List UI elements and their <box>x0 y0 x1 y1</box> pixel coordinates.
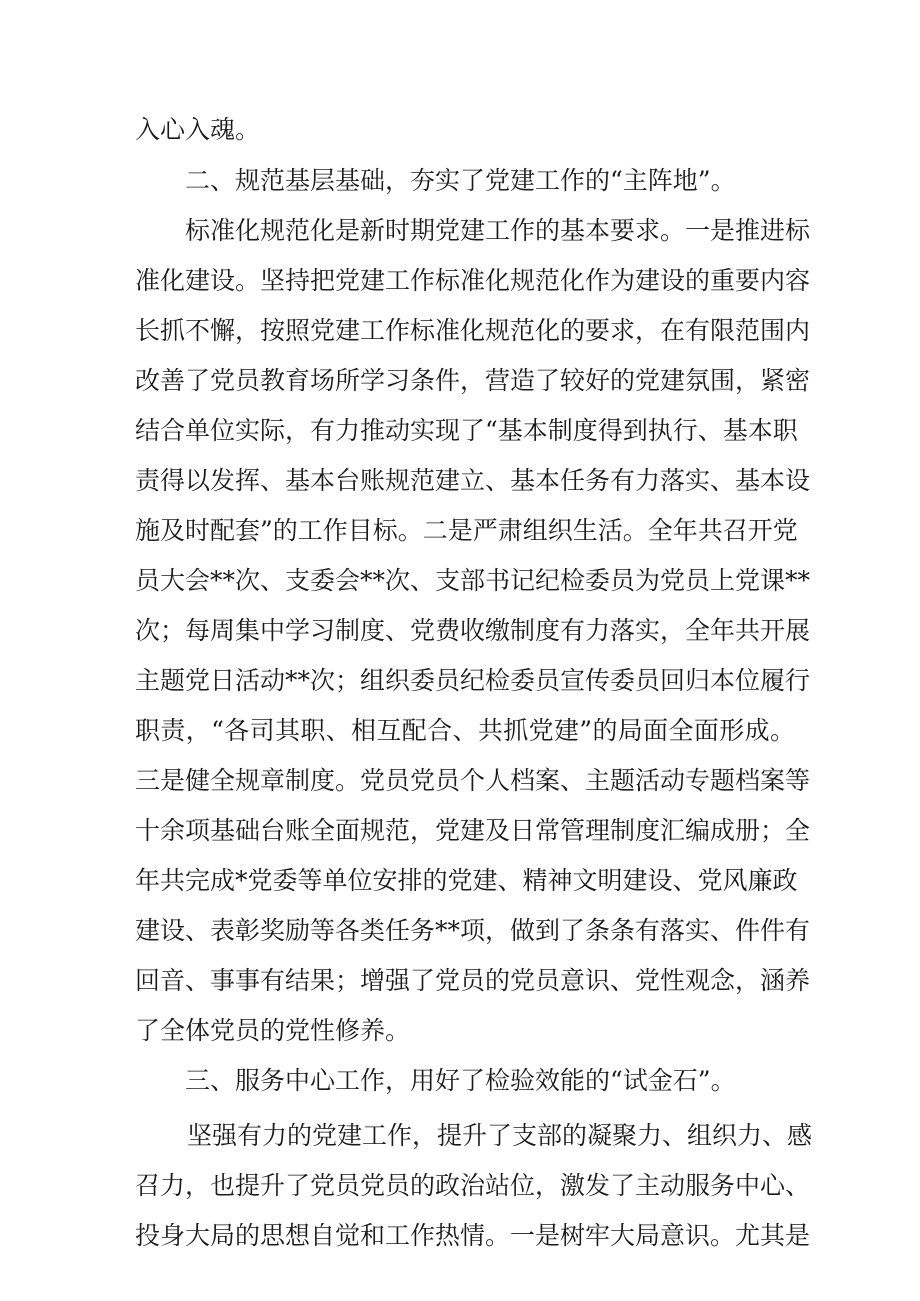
text-line: 回音、事事有结果；增强了党员的党员意识、党性观念，涵养 <box>135 966 811 995</box>
text-line: 标准化规范化是新时期党建工作的基本要求。一是推进标 <box>185 216 811 245</box>
text-line: 责得以发挥、基本台账规范建立、基本任务有力落实、基本设 <box>135 466 811 495</box>
text-line: 投身大局的思想自觉和工作热情。一是树牢大局意识。尤其是 <box>135 1221 811 1250</box>
text-line: 三是健全规章制度。党员党员个人档案、主题活动专题档案等 <box>135 766 811 795</box>
text-line: 年共完成*党委等单位安排的党建、精神文明建设、党风廉政 <box>135 866 798 895</box>
text-line: 主题党日活动**次；组织委员纪检委员宣传委员回归本位履行 <box>135 666 811 695</box>
text-line: 准化建设。坚持把党建工作标准化规范化作为建设的重要内容 <box>135 266 811 295</box>
text-line: 十余项基础台账全面规范，党建及日常管理制度汇编成册；全 <box>135 816 811 845</box>
text-line: 坚强有力的党建工作，提升了支部的凝聚力、组织力、感 <box>187 1121 813 1150</box>
text-line: 建设、表彰奖励等各类任务**项，做到了条条有落实、件件有 <box>135 916 811 945</box>
text-line: 召力，也提升了党员党员的政治站位，激发了主动服务中心、 <box>135 1171 811 1200</box>
text-line: 职责，“各司其职、相互配合、共抓党建”的局面全面形成。 <box>135 716 795 745</box>
text-line: 次；每周集中学习制度、党费收缴制度有力落实，全年共开展 <box>135 616 811 645</box>
text-line: 施及时配套”的工作目标。二是严肃组织生活。全年共召开党 <box>135 516 798 545</box>
text-line: 结合单位实际，有力推动实现了“基本制度得到执行、基本职 <box>135 416 798 445</box>
text-line: 长抓不懈，按照党建工作标准化规范化的要求，在有限范围内 <box>135 316 811 345</box>
section-heading: 三、服务中心工作，用好了检验效能的“试金石”。 <box>185 1066 736 1095</box>
text-line: 改善了党员教育场所学习条件，营造了较好的党建氛围，紧密 <box>135 366 811 395</box>
section-heading: 二、规范基层基础，夯实了党建工作的“主阵地”。 <box>185 166 736 195</box>
text-line: 员大会**次、支委会**次、支部书记纪检委员为党员上党课** <box>135 566 811 595</box>
text-line: 了全体党员的党性修养。 <box>135 1016 411 1045</box>
text-line: 入心入魂。 <box>135 115 261 144</box>
